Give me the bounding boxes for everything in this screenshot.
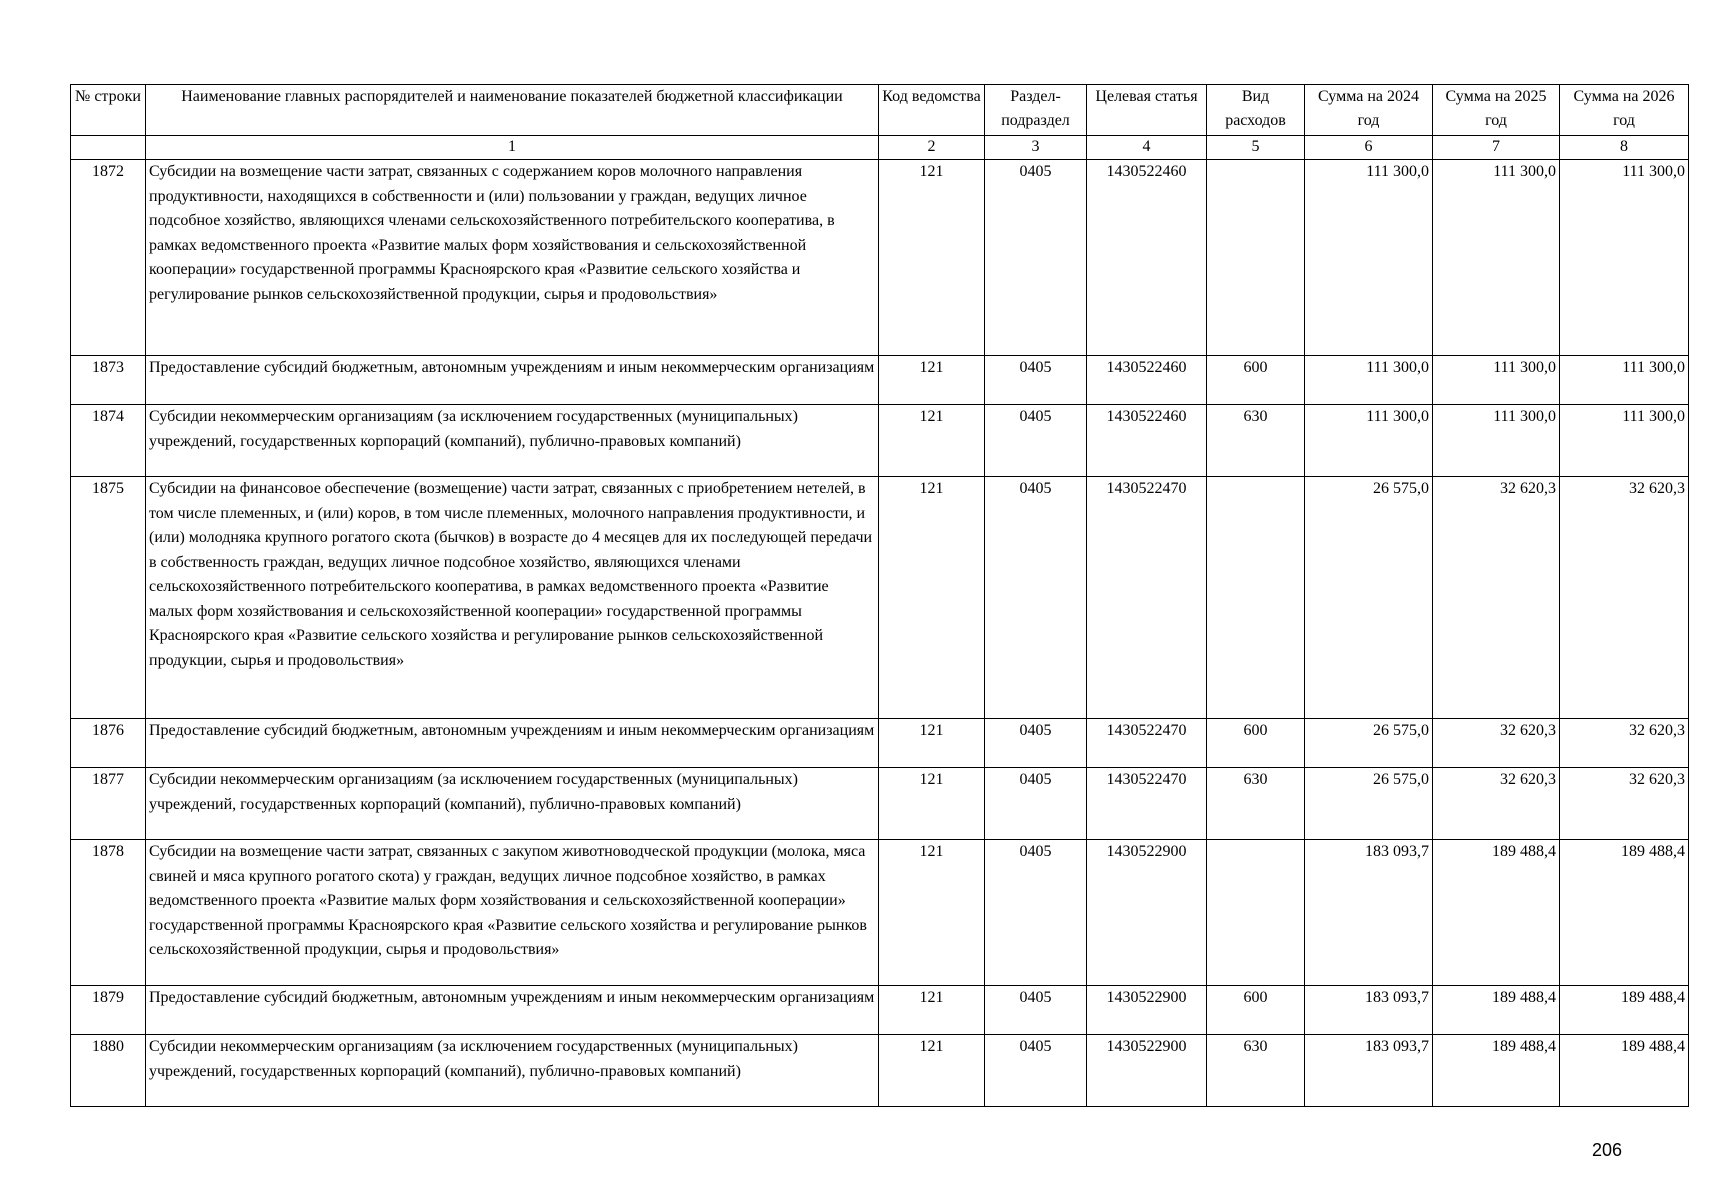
row-section: 0405 xyxy=(985,160,1087,356)
table-row xyxy=(71,405,1689,477)
row-expense-type xyxy=(1207,477,1305,719)
row-sum-2026: 189 488,4 xyxy=(1560,1035,1689,1107)
row-sum-2025: 32 620,3 xyxy=(1433,768,1560,840)
row-sum-2025: 189 488,4 xyxy=(1433,840,1560,986)
header-sum-2026: Сумма на 2026 год xyxy=(1560,85,1689,136)
column-number: 5 xyxy=(1207,136,1305,160)
row-target-article: 1430522900 xyxy=(1087,1035,1207,1107)
header-dept-code: Код ведомства xyxy=(879,85,985,136)
row-target-article: 1430522460 xyxy=(1087,356,1207,405)
row-number: 1880 xyxy=(71,1035,146,1107)
column-number: 1 xyxy=(146,136,879,160)
table-row xyxy=(71,477,1689,719)
row-expense-type: 600 xyxy=(1207,719,1305,768)
row-section: 0405 xyxy=(985,768,1087,840)
row-number: 1876 xyxy=(71,719,146,768)
column-number: 6 xyxy=(1305,136,1433,160)
row-name: Субсидии некоммерческим организациям (за исключением государственных (муниципальных) учреждений, государственных корпораций (компаний), публично-правовых компаний) xyxy=(146,768,879,840)
header-section: Раздел-подраздел xyxy=(985,85,1087,136)
row-sum-2026: 32 620,3 xyxy=(1560,768,1689,840)
row-section: 0405 xyxy=(985,840,1087,986)
row-expense-type: 630 xyxy=(1207,1035,1305,1107)
row-expense-type: 600 xyxy=(1207,356,1305,405)
column-number: 8 xyxy=(1560,136,1689,160)
column-number: 2 xyxy=(879,136,985,160)
row-dept-code: 121 xyxy=(879,840,985,986)
row-dept-code: 121 xyxy=(879,405,985,477)
row-name: Предоставление субсидий бюджетным, автономным учреждениям и иным некоммерческим организациям xyxy=(146,986,879,1035)
budget-table xyxy=(70,84,1689,1107)
row-name: Субсидии на возмещение части затрат, связанных с закупом животноводческой продукции (молока, мяса свиней и мяса крупного рогатого скота) у граждан, ведущих личное подсобное хозяйство, в рамках ведомственного проекта «Развитие малых форм хозяйствования и сельскохозяйственной кооперации» государственной программы Красноярского края «Развитие сельского хозяйства и регулирование рынков сельскохозяйственной продукции, сырья и продовольствия» xyxy=(146,840,879,986)
row-sum-2025: 32 620,3 xyxy=(1433,719,1560,768)
row-name: Субсидии на финансовое обеспечение (возмещение) части затрат, связанных с приобретением нетелей, в том числе племенных, и (или) коров, в том числе племенных, молочного направления продуктивности, и (или) молодняка крупного рогатого скота (бычков) в возрасте до 4 месяцев для их последующей передачи в собственность граждан, ведущих личное подсобное хозяйство, являющихся членами сельскохозяйственного потребительского кооператива, в рамках ведомственного проекта «Развитие малых форм хозяйствования и сельскохозяйственной кооперации» государственной программы Красноярского края «Развитие сельского хозяйства и регулирование рынков сельскохозяйственной продукции, сырья и продовольствия» xyxy=(146,477,879,719)
table-row xyxy=(71,356,1689,405)
row-target-article: 1430522470 xyxy=(1087,768,1207,840)
row-sum-2025: 111 300,0 xyxy=(1433,405,1560,477)
page-number: 206 xyxy=(1592,1140,1623,1160)
row-sum-2026: 111 300,0 xyxy=(1560,356,1689,405)
row-sum-2024: 111 300,0 xyxy=(1305,356,1433,405)
row-number: 1872 xyxy=(71,160,146,356)
row-dept-code: 121 xyxy=(879,356,985,405)
row-section: 0405 xyxy=(985,719,1087,768)
row-sum-2026: 189 488,4 xyxy=(1560,840,1689,986)
row-sum-2026: 32 620,3 xyxy=(1560,477,1689,719)
row-dept-code: 121 xyxy=(879,768,985,840)
row-number: 1874 xyxy=(71,405,146,477)
row-expense-type xyxy=(1207,840,1305,986)
row-sum-2026: 189 488,4 xyxy=(1560,986,1689,1035)
table-row xyxy=(71,719,1689,768)
row-number: 1877 xyxy=(71,768,146,840)
row-dept-code: 121 xyxy=(879,160,985,356)
row-sum-2026: 111 300,0 xyxy=(1560,160,1689,356)
row-name: Предоставление субсидий бюджетным, автономным учреждениям и иным некоммерческим организациям xyxy=(146,719,879,768)
row-expense-type xyxy=(1207,160,1305,356)
row-sum-2026: 111 300,0 xyxy=(1560,405,1689,477)
row-sum-2024: 26 575,0 xyxy=(1305,477,1433,719)
header-sum-2024: Сумма на 2024 год xyxy=(1305,85,1433,136)
row-sum-2024: 26 575,0 xyxy=(1305,768,1433,840)
row-name: Субсидии некоммерческим организациям (за исключением государственных (муниципальных) учреждений, государственных корпораций (компаний), публично-правовых компаний) xyxy=(146,1035,879,1107)
header-target-article: Целевая статья xyxy=(1087,85,1207,136)
row-number: 1873 xyxy=(71,356,146,405)
row-dept-code: 121 xyxy=(879,719,985,768)
column-number xyxy=(71,136,146,160)
header-name: Наименование главных распорядителей и наименование показателей бюджетной классификации xyxy=(146,85,879,136)
row-number: 1878 xyxy=(71,840,146,986)
row-sum-2024: 183 093,7 xyxy=(1305,840,1433,986)
row-sum-2026: 32 620,3 xyxy=(1560,719,1689,768)
row-name: Субсидии некоммерческим организациям (за исключением государственных (муниципальных) учреждений, государственных корпораций (компаний), публично-правовых компаний) xyxy=(146,405,879,477)
row-sum-2025: 189 488,4 xyxy=(1433,1035,1560,1107)
table-row xyxy=(71,160,1689,356)
row-sum-2024: 183 093,7 xyxy=(1305,986,1433,1035)
row-dept-code: 121 xyxy=(879,986,985,1035)
row-target-article: 1430522900 xyxy=(1087,986,1207,1035)
header-expense-type: Вид расходов xyxy=(1207,85,1305,136)
row-section: 0405 xyxy=(985,405,1087,477)
column-number: 3 xyxy=(985,136,1087,160)
header-row-number: № строки xyxy=(71,85,146,136)
row-sum-2025: 111 300,0 xyxy=(1433,160,1560,356)
row-sum-2025: 111 300,0 xyxy=(1433,356,1560,405)
row-sum-2025: 32 620,3 xyxy=(1433,477,1560,719)
column-number: 4 xyxy=(1087,136,1207,160)
row-number: 1875 xyxy=(71,477,146,719)
table-row xyxy=(71,840,1689,986)
column-number-row xyxy=(71,136,1689,160)
table-row xyxy=(71,768,1689,840)
row-section: 0405 xyxy=(985,356,1087,405)
row-number: 1879 xyxy=(71,986,146,1035)
row-sum-2024: 111 300,0 xyxy=(1305,405,1433,477)
row-target-article: 1430522460 xyxy=(1087,405,1207,477)
row-target-article: 1430522470 xyxy=(1087,719,1207,768)
row-expense-type: 630 xyxy=(1207,405,1305,477)
row-target-article: 1430522460 xyxy=(1087,160,1207,356)
row-sum-2024: 26 575,0 xyxy=(1305,719,1433,768)
row-section: 0405 xyxy=(985,477,1087,719)
row-target-article: 1430522470 xyxy=(1087,477,1207,719)
table-row xyxy=(71,986,1689,1035)
row-expense-type: 600 xyxy=(1207,986,1305,1035)
row-name: Субсидии на возмещение части затрат, связанных с содержанием коров молочного направления продуктивности, находящихся в собственности и (или) пользовании у граждан, ведущих личное подсобное хозяйство, являющихся членами сельскохозяйственного потребительского кооператива, в рамках ведомственного проекта «Развитие малых форм хозяйствования и сельскохозяйственной кооперации» государственной программы Красноярского края «Развитие сельского хозяйства и регулирование рынков сельскохозяйственной продукции, сырья и продовольствия» xyxy=(146,160,879,356)
column-number: 7 xyxy=(1433,136,1560,160)
header-row xyxy=(71,85,1689,136)
row-sum-2024: 111 300,0 xyxy=(1305,160,1433,356)
row-section: 0405 xyxy=(985,986,1087,1035)
row-target-article: 1430522900 xyxy=(1087,840,1207,986)
row-expense-type: 630 xyxy=(1207,768,1305,840)
table-row xyxy=(71,1035,1689,1107)
row-section: 0405 xyxy=(985,1035,1087,1107)
row-sum-2025: 189 488,4 xyxy=(1433,986,1560,1035)
row-dept-code: 121 xyxy=(879,477,985,719)
row-dept-code: 121 xyxy=(879,1035,985,1107)
header-sum-2025: Сумма на 2025 год xyxy=(1433,85,1560,136)
row-sum-2024: 183 093,7 xyxy=(1305,1035,1433,1107)
row-name: Предоставление субсидий бюджетным, автономным учреждениям и иным некоммерческим организациям xyxy=(146,356,879,405)
